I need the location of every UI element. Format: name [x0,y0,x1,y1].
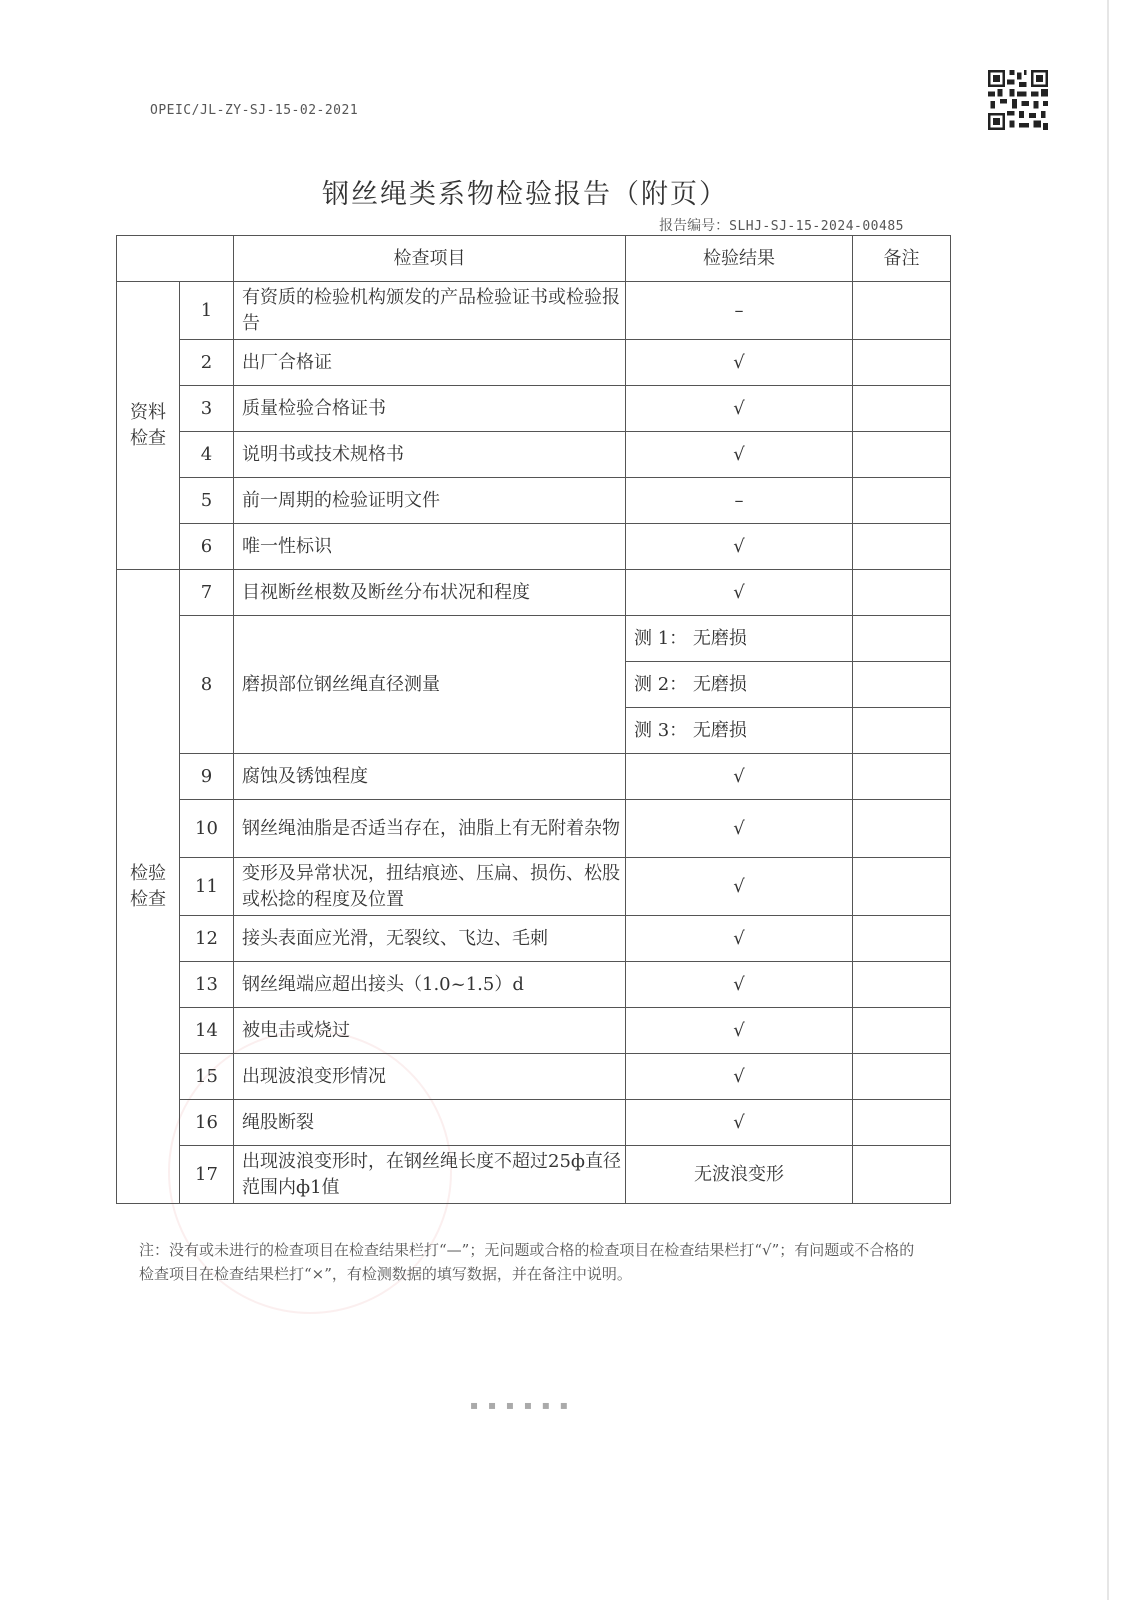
row-no: 7 [180,570,234,616]
row-result: √ [626,1100,853,1146]
inspection-table [116,235,951,1204]
row-remark [853,916,951,962]
row-no: 4 [180,432,234,478]
table-row [117,754,951,800]
row-remark [853,432,951,478]
row-no: 15 [180,1054,234,1100]
row-remark [853,800,951,858]
section-inspect: 检验检查 [117,570,180,1204]
measure-1: 测 1： 无磨损 [626,616,853,662]
row-remark [853,340,951,386]
row-no: 3 [180,386,234,432]
page-title: 钢丝绳类系物检验报告（附页） [322,179,728,210]
table-row [117,1100,951,1146]
row-result: √ [626,386,853,432]
row-result: √ [626,432,853,478]
row-remark [853,708,951,754]
row-result: 无波浪变形 [626,1146,853,1204]
table-row [117,1008,951,1054]
header-item: 检查项目 [234,236,626,282]
row-result: √ [626,916,853,962]
header-blank-cell [117,236,234,282]
row-result: – [626,282,853,340]
row-result: √ [626,524,853,570]
row-no: 2 [180,340,234,386]
row-item: 唯一性标识 [234,524,626,570]
table-row [117,916,951,962]
row-result: √ [626,800,853,858]
row-no: 1 [180,282,234,340]
row-remark [853,1054,951,1100]
table-row [117,1146,951,1204]
table-row [117,858,951,916]
row-result: √ [626,340,853,386]
row-result: √ [626,1008,853,1054]
table-row [117,282,951,340]
table-row [117,340,951,386]
row-remark [853,1100,951,1146]
row-remark [853,282,951,340]
row-result: √ [626,1054,853,1100]
row-remark [853,962,951,1008]
row-no: 14 [180,1008,234,1054]
row-remark [853,1008,951,1054]
report-number-label: 报告编号： [659,218,730,234]
row-remark [853,858,951,916]
row-result: √ [626,570,853,616]
header-result: 检验结果 [626,236,853,282]
table-header-row [117,236,951,282]
row-remark [853,662,951,708]
row-result: √ [626,754,853,800]
row-no: 6 [180,524,234,570]
row-no: 17 [180,1146,234,1204]
table-row [117,616,951,662]
row-no: 13 [180,962,234,1008]
table-row [117,478,951,524]
row-remark [853,386,951,432]
row-item: 变形及异常状况，扭结痕迹、压扁、损伤、松股或松捻的程度及位置 [234,858,626,916]
row-remark [853,478,951,524]
row-no: 11 [180,858,234,916]
table-row [117,386,951,432]
page-footer: ▪ ▪ ▪ ▪ ▪ ▪ [470,1398,571,1412]
row-item: 被电击或烧过 [234,1008,626,1054]
row-item: 接头表面应光滑，无裂纹、飞边、毛刺 [234,916,626,962]
row-item: 腐蚀及锈蚀程度 [234,754,626,800]
row-remark [853,570,951,616]
row-result: – [626,478,853,524]
report-number-value: SLHJ-SJ-15-2024-00485 [729,219,904,234]
row-item: 说明书或技术规格书 [234,432,626,478]
header-remark: 备注 [853,236,951,282]
row-item: 前一周期的检验证明文件 [234,478,626,524]
table-row [117,962,951,1008]
row-remark [853,524,951,570]
row-remark [853,754,951,800]
row-item: 出现波浪变形情况 [234,1054,626,1100]
table-row [117,432,951,478]
row-remark [853,616,951,662]
page-edge [1107,0,1109,1600]
row-no: 16 [180,1100,234,1146]
measure-3: 测 3： 无磨损 [626,708,853,754]
table-row [117,524,951,570]
row-item: 绳股断裂 [234,1100,626,1146]
row-item: 磨损部位钢丝绳直径测量 [234,616,626,754]
section-docs: 资料检查 [117,282,180,570]
row-no: 10 [180,800,234,858]
row-remark [853,1146,951,1204]
row-no: 8 [180,616,234,754]
table-row [117,570,951,616]
table-row [117,800,951,858]
row-item: 有资质的检验机构颁发的产品检验证书或检验报告 [234,282,626,340]
row-item: 钢丝绳端应超出接头（1.0~1.5）d [234,962,626,1008]
row-item: 钢丝绳油脂是否适当存在，油脂上有无附着杂物 [234,800,626,858]
row-item: 目视断丝根数及断丝分布状况和程度 [234,570,626,616]
row-item: 出厂合格证 [234,340,626,386]
footnote: 注：没有或未进行的检查项目在检查结果栏打“—”；无问题或合格的检查项目在检查结果栏打“√”；有问题或不合格的检查项目在检查结果栏打“×”，有检测数据的填写数据，并在备注中说明。 [139,1241,915,1283]
row-no: 5 [180,478,234,524]
row-no: 12 [180,916,234,962]
report-number [659,215,904,235]
row-item: 出现波浪变形时，在钢丝绳长度不超过25ф直径范围内ф1值 [234,1146,626,1204]
measure-2: 测 2： 无磨损 [626,662,853,708]
document-code: OPEIC/JL-ZY-SJ-15-02-2021 [150,103,359,118]
qr-code-icon [988,70,1048,130]
table-row [117,1054,951,1100]
row-result: √ [626,858,853,916]
row-no: 9 [180,754,234,800]
row-result: √ [626,962,853,1008]
row-item: 质量检验合格证书 [234,386,626,432]
